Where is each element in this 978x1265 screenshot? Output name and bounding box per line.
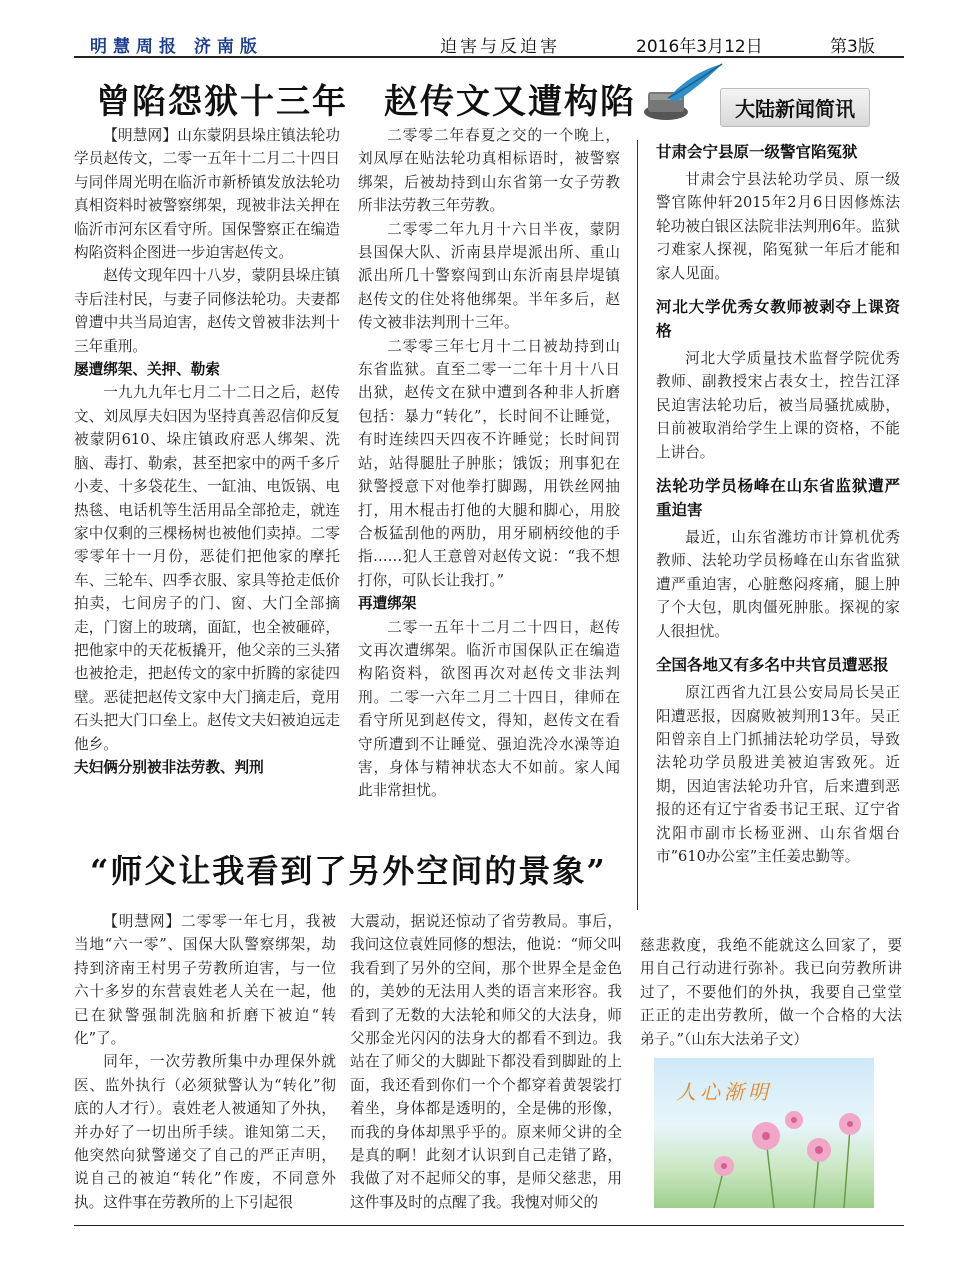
issue-date: 2016年3月12日 (636, 37, 763, 57)
paragraph: 同年，一次劳教所集中办理保外就医、监外执行（必须狱警认为“转化”彻底的人才行）。袁姓老人被通知了外执，并办好了一切出所手续。谁知第二天，他突然向狱警递交了自己的严正声明，说自己的被迫“转化”作废，不同意外执。这件事在劳教所的上下引起很 (74, 1053, 336, 1211)
paragraph: 【明慧网】山东蒙阴县垛庄镇法轮功学员赵传文，二零一五年十二月二十四日与同伴周光明在临沂市新桥镇发放法轮功真相资料时被警察绑架，现被非法关押在临沂市河东区看守所。国保警察正在编造构陷资料企图进一步迫害赵传文。 (74, 127, 340, 262)
article1-title: 曾陷怨狱十三年 赵传文又遭构陷 (96, 82, 636, 122)
article2-column-3 (640, 934, 902, 1051)
section-name: 迫害与反迫害 (440, 37, 560, 57)
news-body: 原江西省九江县公安局局长吴正阳遭恶报，因腐败被判刑13年。吴正阳曾亲自上门抓捕法轮功学员，导致法轮功学员殷进美被迫害致死。近期，因迫害法轮功升官，后来遭到恶报的还有辽宁省委书记王珉、辽宁省沈阳市副市长杨亚洲、山东省烟台市”610办公室”主任姜忠勤等。 (656, 684, 900, 865)
paragraph: 一九九九年七月二十二日之后，赵传文、刘凤厚夫妇因为坚持真善忍信仰反复被蒙阴610、垛庄镇政府恶人绑架、洗脑、毒打、勒索，甚至把家中的两千多斤小麦、十多袋花生、一缸油、电饭锅、电热毯、电话机等生活用品全部抢走，就连家中仅剩的三棵杨树也被他们卖掉。二零零零年十一月份，恶徒们把他家的摩托车、三轮车、四季衣服、家具等抢走低价拍卖，七间房子的门、窗、大门全部摘走，门窗上的玻璃，面缸，也全被砸碎，把他家中的天花板撬开，他父亲的三头猪也被抢走，把赵传文的家中折腾的家徒四壁。恶徒把赵传文家中大门摘走后，竟用石头把大门口垒上。赵传文夫妇被迫远走他乡。 (74, 384, 340, 753)
header-rule (74, 56, 904, 58)
article2-title: “师父让我看到了另外空间的景象” (90, 852, 607, 890)
paragraph: 【明慧网】二零零一年七月，我被当地“六一零”、国保大队警察绑架，劫持到济南王村男子劳教所迫害，与一位六十多岁的东营袁姓老人关在一起，他已在狱警强制洗脑和折磨下被迫“转化”了。 (74, 913, 336, 1048)
sidebar-banner: 大陆新闻简讯 (720, 88, 870, 127)
flower-photo (654, 1058, 874, 1208)
news-body: 甘肃会宁县法轮功学员、原一级警官陈仲轩2015年2月6日因修炼法轮功被白银区法院非法判刑6年。监狱刁难家人探视，陷冤狱一年后才能和家人见面。 (656, 171, 900, 282)
news-headline: 法轮功学员杨峰在山东省监狱遭严重迫害 (656, 477, 900, 520)
sidebar-news (656, 140, 900, 878)
quill-icon (638, 62, 728, 128)
paragraph: 二零零二年九月十六日半夜，蒙阴县国保大队、沂南县岸堤派出所、重山派出所几十警察闯到山东沂南县岸堤镇赵传文的住处将他绑架。半年多后，赵传文被非法判刑十三年。 (358, 220, 620, 332)
subheading: 屡遭绑架、关押、勒索 (74, 361, 220, 379)
paragraph: 二零零二年春夏之交的一个晚上，刘凤厚在贴法轮功真相标语时，被警察绑架，后被劫持到山东省第一女子劳教所非法劳教三年劳教。 (358, 127, 620, 215)
article2-column-2 (350, 910, 622, 1214)
article2-column-1 (74, 910, 336, 1214)
paper-name: 明慧周报 济南版 (90, 37, 263, 57)
subheading: 夫妇俩分别被非法劳教、判刑 (74, 758, 264, 776)
footer-rule (74, 1225, 904, 1226)
news-headline: 河北大学优秀女教师被剥夺上课资格 (656, 298, 900, 341)
paragraph: 二零零三年七月十二日被劫持到山东省监狱。直至二零一二年十月十八日出狱，赵传文在狱中遭到各种非人折磨包括：暴力“转化”，长时间不让睡觉，有时连续四天四夜不许睡觉；长时间罚站，站得腿肚子肿胀；饿饭；刑事犯在狱警授意下对他拳打脚踢，用铁丝网抽打，用木棍击打他的大腿和脚心，用胶合板猛刮他的两肋，用牙刷柄绞他的手指……犯人王意曾对赵传文说：“我不想打你，可队长让我打。” (358, 337, 620, 589)
paragraph: 慈悲救度，我绝不能就这么回家了，要用自己行动进行弥补。我已向劳教所讲过了，不要他们的外执，我要自己堂堂正正的走出劳教所，做一个合格的大法弟子。”（山东大法弟子文） (640, 937, 902, 1048)
news-headline: 甘肃会宁县原一级警官陷冤狱 (656, 143, 858, 161)
sidebar-divider (637, 140, 638, 910)
news-headline: 全国各地又有多名中共官员遭恶报 (656, 656, 889, 675)
page-number: 第3版 (830, 37, 875, 57)
photo-caption: 人心渐明 (676, 1080, 772, 1104)
subheading: 再遭绑架 (358, 595, 417, 613)
news-body: 河北大学质量技术监督学院优秀教师、副教授宋占表女士，控告江泽民迫害法轮功后，被当局骚扰威胁，日前被取消给学生上课的资格，不能上讲台。 (656, 350, 900, 461)
article1-column-1 (74, 124, 340, 779)
paragraph: 二零一五年十二月二十四日，赵传文再次遭绑架。临沂市国保队正在编造构陷资料，欲图再次对赵传文非法判刑。二零一六年二月二十四日，律师在看守所见到赵传文，得知，赵传文在看守所遭到不让睡觉、强迫洗冷水澡等迫害，身体与精神状态大不如前。家人闻此非常担忧。 (358, 618, 620, 800)
article1-column-2 (358, 124, 620, 803)
paragraph: 大震动，据说还惊动了省劳教局。事后，我问这位袁姓同修的想法，他说：“师父叫我看到了另外的空间，那个世界全是金色的，美妙的无法用人类的语言来形容。我看到了无数的大法轮和师父的大法身，师父那金光闪闪的法身大的都看不到边。我站在了师父的大脚趾下都没看到脚趾的上面，我还看到你们一个个都穿着黄袈裟打着坐，身体都是透明的，全是佛的形像，而我的身体却黑乎乎的。原来师父讲的全是真的啊！此刻才认识到自己走错了路，我做了对不起师父的事，是师父慈悲，用这件事及时的点醒了我。我愧对师父的 (350, 913, 622, 1211)
cosmos-flowers-graphic (654, 1058, 874, 1208)
paragraph: 赵传文现年四十八岁，蒙阴县垛庄镇寺后洼村民，与妻子同修法轮功。夫妻都曾遭中共当局迫害，赵传文曾被非法判十三年重刑。 (74, 267, 340, 355)
news-body: 最近，山东省潍坊市计算机优秀教师、法轮功学员杨峰在山东省监狱遭严重迫害，心脏憋闷疼痛，腿上肿了个大包，肌肉僵死肿胀。探视的家人很担忧。 (656, 529, 900, 640)
